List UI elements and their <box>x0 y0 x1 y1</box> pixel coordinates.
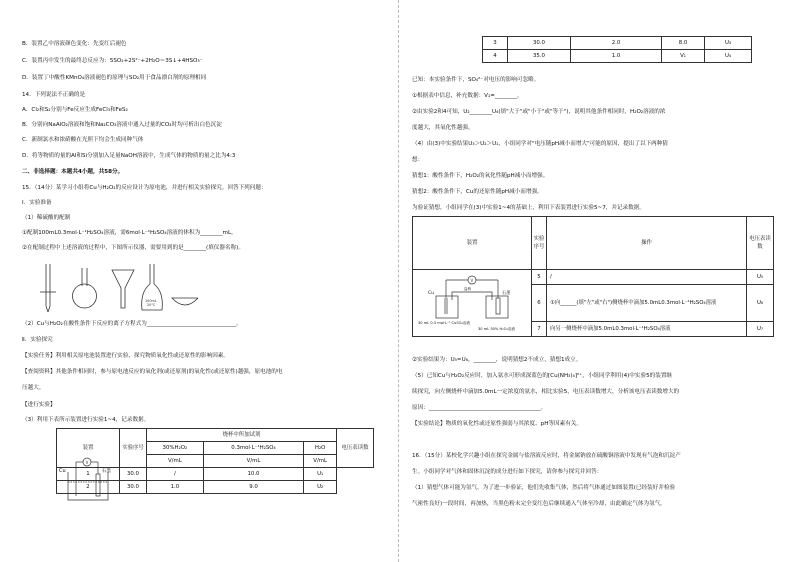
voltage-cell: U₄ <box>705 50 752 63</box>
text-line: （3）利用下表所示装置进行实验1~4，记录数据。 <box>22 417 150 423</box>
value-cell: 30.0 <box>120 468 147 481</box>
text-line: 原因：________________________________________。 <box>412 405 547 411</box>
unit-cell: V/mL <box>147 455 204 468</box>
col-h2o2: 30%H₂O₂ <box>147 442 204 455</box>
operation-cell: ①向______(填"左"或"右")侧烧杯中滴加5.0mL0.3mol·L⁻¹H₂SO₄溶液 <box>547 285 747 321</box>
voltage-cell: U₇ <box>747 321 774 336</box>
text-line: ②在配制过程中上述溶液的过程中，下图所示仪器，需要用到的是________(填仪器名称)。 <box>22 245 244 251</box>
operation-cell: 向另一侧烧杯中滴加5.0mL0.3mol·L⁻¹H₂SO₄溶液 <box>547 321 747 336</box>
text-line: C．新制氯水和浓硝酸在光照下均会生成同种气体 <box>22 137 144 143</box>
voltage-cell: U₅ <box>747 270 774 285</box>
graphite-label: 石墨 <box>502 290 511 295</box>
col-h2o: H₂O <box>304 442 337 455</box>
value-cell: 30.0 <box>508 37 571 50</box>
value-cell: 2.0 <box>571 37 662 50</box>
text-line: 为验证猜想，小组同学在(3)中实验1~4的基础上，利用下表装置进行实验5~7，并记录数据。 <box>412 205 645 211</box>
value-cell: 35.0 <box>508 50 571 63</box>
text-line: B．装置乙中溶液颜色变化：先变红后褪色 <box>22 41 127 47</box>
voltage-cell: U₆ <box>747 285 774 321</box>
question-14: 14．下列说法不正确的是 <box>22 92 86 98</box>
text-line: B．分别向NaAlO₂溶液和饱和Na₂CO₃溶液中通入过量的CO₂时均可析出白色沉淀 <box>22 122 222 128</box>
voltage-cell: U₃ <box>705 37 752 50</box>
text-line: 气密性良好)一段时间，再加热，当黑色粉末完全变红色后继续通入气体至冷却，由此确定气体为氢气。 <box>412 501 666 507</box>
text-line: 想： <box>412 157 424 163</box>
text-line: （1）稀硫酸的配制 <box>22 215 71 221</box>
text-line: （5）已知Cu与H₂O₂反应时，加入氨水可形成深蓝色的[Cu(NH₃)₄]²⁺，小组同学利用(4)中实验5的装置继 <box>412 373 673 379</box>
value-cell: 30.0 <box>120 481 147 494</box>
value-cell: V₁ <box>662 50 705 63</box>
text-line: 度越大，其氧化性越强。 <box>412 125 474 131</box>
value-cell: 9.0 <box>203 481 304 494</box>
text-line: 已知：本实验条件下，SO₄²⁻对电压的影响可忽略。 <box>412 77 540 83</box>
text-line: D．装置丁中酸性KMnO₄溶液褪色的原理与SO₂用于食品漂白剂的原理相同 <box>22 75 207 81</box>
bridge-label: 盐桥 <box>464 287 472 291</box>
text-line: Ⅰ．实验准备 <box>22 200 52 206</box>
svg-text:20℃: 20℃ <box>147 303 156 307</box>
text-line: ①根据表中信息，补充数据：V₁=________。 <box>412 93 523 99</box>
value-cell: 1.0 <box>571 50 662 63</box>
value-cell: / <box>147 468 204 481</box>
value-cell: 8.0 <box>662 37 705 50</box>
seq-cell: 1 <box>57 468 120 481</box>
seq-cell: 2 <box>57 481 120 494</box>
text-line: ②实验结果为：U₅≈U₆，________，说明猜想2不成立，猜想1成立。 <box>412 357 582 363</box>
svg-text:100mL: 100mL <box>145 299 157 303</box>
text-line: 续探究，向左侧烧杯中滴加5.0mL一定浓度的氨水，相比实验5，电压表读数增大，分析该电压表读数增大的 <box>412 389 680 395</box>
text-line: Ⅱ．实验探究 <box>22 337 53 343</box>
seq-cell: 5 <box>532 270 547 285</box>
text-line: 猜想1：酸性条件下，H₂O₂的氧化性随pH减小而增强。 <box>412 173 549 179</box>
glassware-figure <box>38 262 198 314</box>
voltage-header: 电压表读数 <box>337 429 374 468</box>
operation-header: 操作 <box>547 217 747 270</box>
unit-cell: V/mL <box>203 455 304 468</box>
reagent-header: 烧杯中所加试剂 <box>147 429 337 442</box>
text-line: 【实验结论】物质的氧化性或还原性强弱与其浓度、pH等因素有关。 <box>412 421 582 427</box>
text-line: 压越大。 <box>22 385 45 391</box>
text-line: ②由实验2和4可知，U₂________U₄(填"大于"或"小于"或"等于")，说明其他条件相同时，H₂O₂溶液的浓 <box>412 109 666 115</box>
value-cell: 1.0 <box>147 481 204 494</box>
unit-cell: V/mL <box>304 455 337 468</box>
text-line: （4）由(3)中实验结果U₃＞U₂＞U₁，小组同学对"电压随pH减小而增大"可能的原因，提出了以下两种猜 <box>412 141 668 147</box>
svg-text:V: V <box>85 460 89 465</box>
text-line: D．将等物质的量的Al和Si分别加入足量NaOH溶液中，生成气体的物质的量之比为4:3 <box>22 153 236 159</box>
question-15: 15．（14分）某学习小组将Cu与H₂O₂的反应设计为原电池，并进行相关实验探究。回答下列问题： <box>22 185 267 191</box>
section-heading: 二、非选择题：本题共4小题，共58分。 <box>22 169 124 175</box>
text-line: A．Cl₂和S₂分别与Fe反应生成FeCl₃和FeS₂ <box>22 107 128 113</box>
cu-label: Cu <box>428 291 434 296</box>
svg-text:V: V <box>470 278 474 283</box>
voltage-header: 电压表读数 <box>747 217 774 270</box>
seq-cell: 3 <box>483 37 508 50</box>
seq-cell: 4 <box>483 50 508 63</box>
experiment-table-1-cont <box>482 36 752 63</box>
seq-header: 实验序号 <box>532 217 547 270</box>
operation-cell: / <box>547 270 747 285</box>
text-line: 生。小组同学对气体和固体沉淀的成分进行如下探究，请你参与探究并回答： <box>412 469 603 475</box>
text-line: （2）Cu与H₂O₂在酸性条件下反应的离子方程式为________________________________。 <box>22 321 242 327</box>
voltage-cell: U₂ <box>304 481 337 494</box>
device-header: 装置 <box>57 429 120 468</box>
seq-header: 实验序号 <box>120 429 147 468</box>
left-beaker-label: 30 mL 0.3 mol·L⁻¹ CuSO₄溶液 <box>418 321 471 325</box>
col-h2so4: 0.3mol·L⁻¹H₂SO₄ <box>203 442 304 455</box>
device-header: 装置 <box>413 217 532 270</box>
text-line: （1）猜想气体可能为氢气。为了进一步验证，他们先收集气体，然后将气体通过如图装置(已经装好并检验 <box>412 485 676 491</box>
voltage-cell: U₁ <box>304 468 337 481</box>
cell-apparatus-figure <box>58 456 116 504</box>
text-line: 【实验任务】利用相关原电池装置进行实验，探究物质氧化性或还原性的影响因素。 <box>22 353 229 359</box>
cu-label: Cu <box>59 468 66 474</box>
salt-bridge-cell-figure <box>418 272 526 332</box>
value-cell: 10.0 <box>203 468 304 481</box>
seq-cell: 6 <box>532 285 547 321</box>
question-16: 16．（15分）某校化学兴趣小组在探究金属与盐溶液反应时，将金属钠放在硫酸铜溶液中发现有气泡和沉淀产 <box>412 453 681 459</box>
table-row <box>483 37 752 50</box>
right-beaker-label: 30 mL 30% H₂O₂溶液 <box>478 327 516 331</box>
text-line: C．装置丙中发生的最终总反应为：5SO₂+2S²⁻+2H₂O＝3S↓+4HSO₃⁻ <box>22 58 203 64</box>
table-row <box>483 50 752 63</box>
column-divider <box>398 0 399 562</box>
text-line: ①配制100mL0.3mol·L⁻¹H₂SO₄溶液，需6mol·L⁻¹H₂SO₄溶液的体积为________mL。 <box>22 230 237 236</box>
text-line: 【查阅资料】其他条件相同时，参与原电池反应的氧化剂(或还原剂)的氧化性(或还原性)越强，原电池的电 <box>22 369 283 375</box>
seq-cell: 7 <box>532 321 547 336</box>
text-line: 【进行实验】 <box>22 402 56 408</box>
graphite-label: 石墨 <box>102 469 111 474</box>
text-line: 猜想2：酸性条件下，Cu的还原性随pH减小而增强。 <box>412 189 543 195</box>
